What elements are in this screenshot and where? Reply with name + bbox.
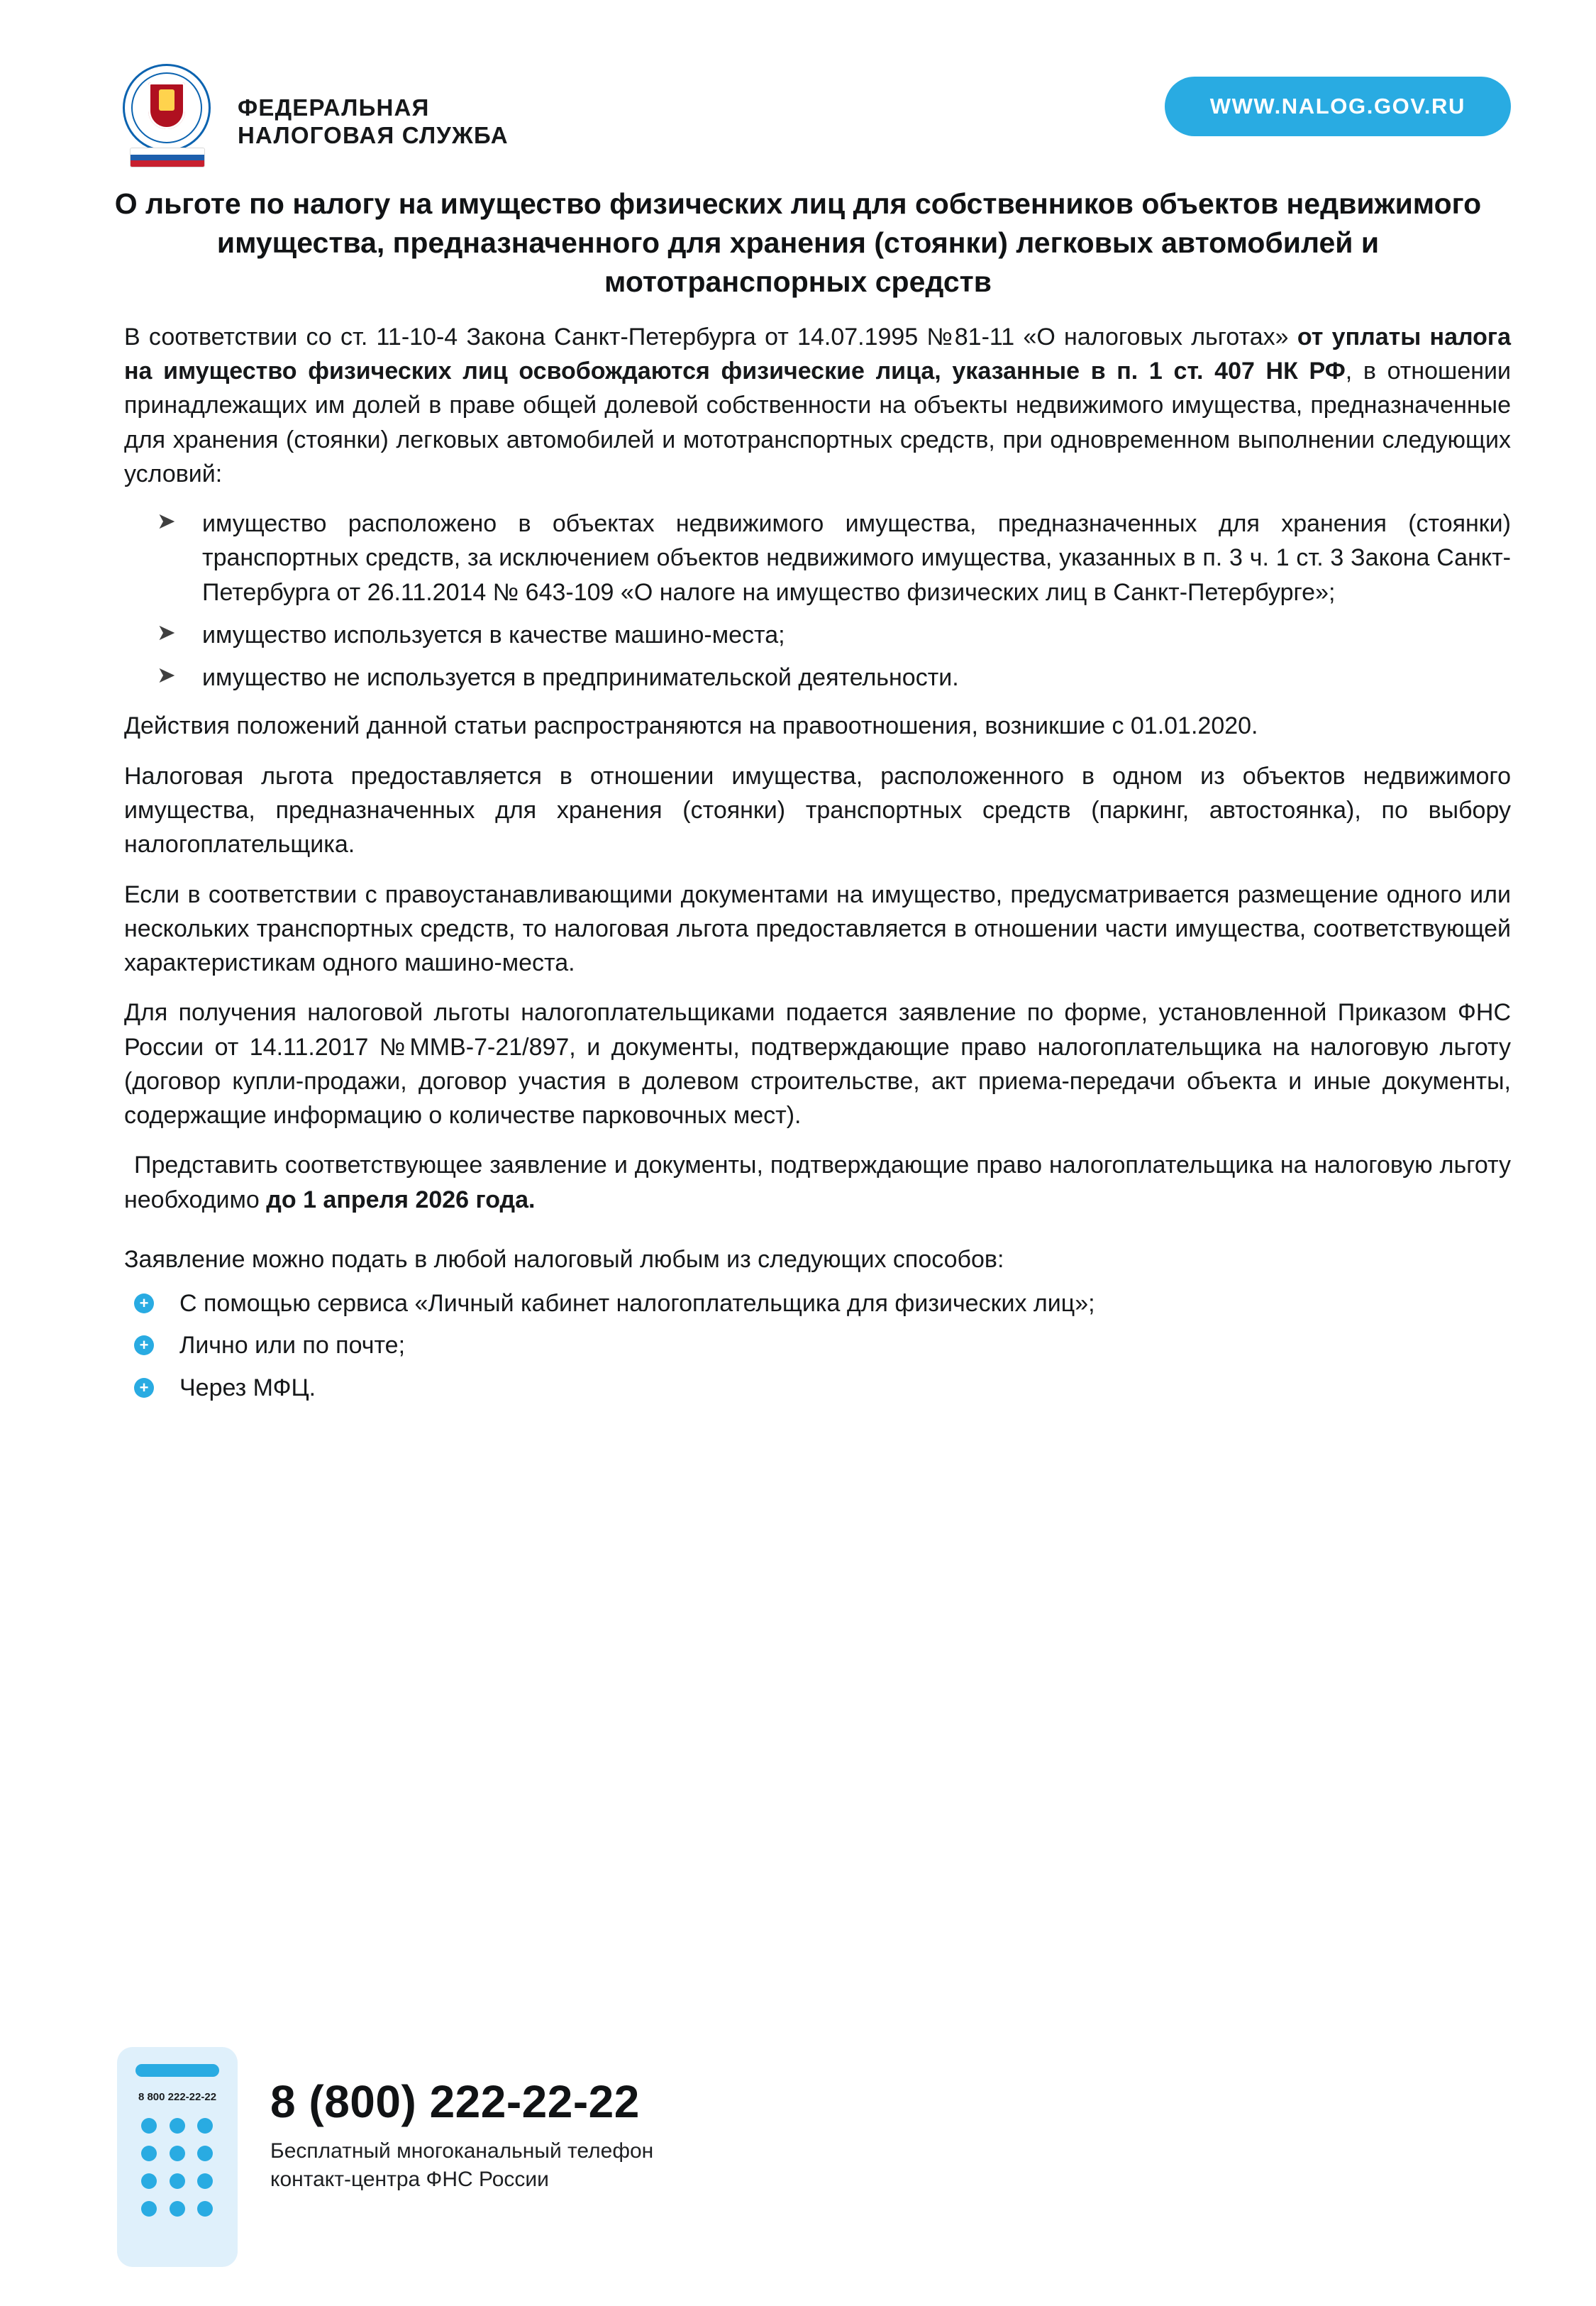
fns-emblem-icon xyxy=(117,64,216,170)
method-text: С помощью сервиса «Личный кабинет налогоплательщика для физических лиц»; xyxy=(179,1290,1095,1318)
condition-text: имущество расположено в объектах недвижимого имущества, предназначенных для хранения (стоянки) транспортных средств, за исключением объектов недвижимого имущества, указанных в п. 3 ч. 1 ст. 3 Закона Санкт-Петербурга от 26.11.2014 № 643-109 «О налоге на имущество физических лиц в Санкт-Петербурге»; xyxy=(202,510,1511,606)
contact-block xyxy=(270,2047,653,2193)
paragraph-application-documents: Для получения налоговой льготы налогоплательщиками подается заявление по форме, установленной Приказом ФНС России от 14.11.2017 №ММВ-7-21/897, и документы, подтверждающие право налогоплательщика на налоговую льготу (договор купли-продажи, договор участия в долевом строительстве, акт приема-передачи объекта и иные документы, содержащие информацию о количестве парковочных мест). xyxy=(124,999,1511,1130)
contact-caption-line1: Бесплатный многоканальный телефон xyxy=(270,2139,654,2163)
intro-part2: , в отношении принадлежащих им долей в праве общей долевой собственности на объекты недвижимого имущества, предназначенные для хранения (стоянки) легковых автомобилей и мототранспортных средств, при одновременном выполнении следующих условий: xyxy=(124,358,1511,487)
arrow-bullet-icon: ➤ xyxy=(157,662,176,688)
paragraph-effective-date: Действия положений данной статьи распространяются на правоотношения, возникшие с 01.01.2020. xyxy=(124,712,1258,740)
document-footer xyxy=(0,2047,1596,2267)
paragraph-single-object: Налоговая льгота предоставляется в отношении имущества, расположенного в одном из объектов недвижимого имущества, предназначенных для хранения (стоянки) транспортных средств (паркинг, автостоянка), по выбору налогоплательщика. xyxy=(124,762,1511,859)
phone-keypad-icon xyxy=(117,2047,238,2267)
deadline-date: до 1 апреля 2026 года. xyxy=(266,1186,536,1213)
plus-bullet-icon: + xyxy=(134,1335,154,1355)
arrow-bullet-icon: ➤ xyxy=(157,619,176,645)
deadline-text: Представить соответствующее заявление и документы, подтверждающие право налогоплательщика на налоговую льготу необходимо xyxy=(124,1152,1511,1213)
agency-name xyxy=(238,84,509,150)
phone-mini-number: 8 800 222-22-22 xyxy=(138,2091,217,2103)
conditions-list xyxy=(124,507,1511,695)
intro-bold: от уплаты налога на имущество физических лиц освобождаются физические лица, указанные в п. 1 ст. 407 НК РФ xyxy=(124,323,1511,385)
contact-caption-line2: контакт-центра ФНС России xyxy=(270,2167,549,2191)
agency-name-line1: ФЕДЕРАЛЬНАЯ xyxy=(238,94,430,121)
brand-block xyxy=(117,64,509,170)
list-item xyxy=(124,1286,1511,1320)
paragraph-deadline xyxy=(124,1148,1511,1217)
condition-text: имущество не используется в предпринимательской деятельности. xyxy=(202,664,959,692)
list-item xyxy=(124,1371,1511,1405)
methods-list xyxy=(124,1286,1511,1405)
list-item xyxy=(124,507,1511,609)
document-body xyxy=(124,320,1511,1405)
condition-text: имущество используется в качестве машино-места; xyxy=(202,621,785,649)
intro-part1: В соответствии со ст. 11-10-4 Закона Санкт-Петербурга от 14.07.1995 №81-11 «О налоговых льготах» xyxy=(124,323,1297,351)
method-text: Через МФЦ. xyxy=(179,1374,316,1401)
list-item xyxy=(124,1328,1511,1362)
plus-bullet-icon: + xyxy=(134,1378,154,1398)
page-title: О льготе по налогу на имущество физических лиц для собственников объектов недвижимого имущества, предназначенного для хранения (стоянки) легковых автомобилей и мототранспорных средств xyxy=(114,187,1482,298)
paragraph-multiple-vehicles: Если в соответствии с правоустанавливающими документами на имущество, предусматривается размещение одного или нескольких транспортных средств, то налоговая льгота предоставляется в отношении части имущества, соответствующей характеристикам одного машино-места. xyxy=(124,881,1511,977)
methods-intro: Заявление можно подать в любой налоговый любым из следующих способов: xyxy=(124,1245,1004,1273)
intro-paragraph xyxy=(124,320,1511,491)
arrow-bullet-icon: ➤ xyxy=(157,508,176,534)
list-item xyxy=(124,661,1511,695)
contact-phone-number[interactable]: 8 (800) 222-22-22 xyxy=(270,2076,640,2127)
list-item xyxy=(124,618,1511,652)
contact-caption xyxy=(270,2137,653,2193)
plus-bullet-icon: + xyxy=(134,1293,154,1313)
method-text: Лично или по почте; xyxy=(179,1332,406,1359)
agency-name-line2: НАЛОГОВАЯ СЛУЖБА xyxy=(238,122,509,148)
document-header xyxy=(0,0,1596,177)
website-badge[interactable]: WWW.NALOG.GOV.RU xyxy=(1165,77,1511,136)
